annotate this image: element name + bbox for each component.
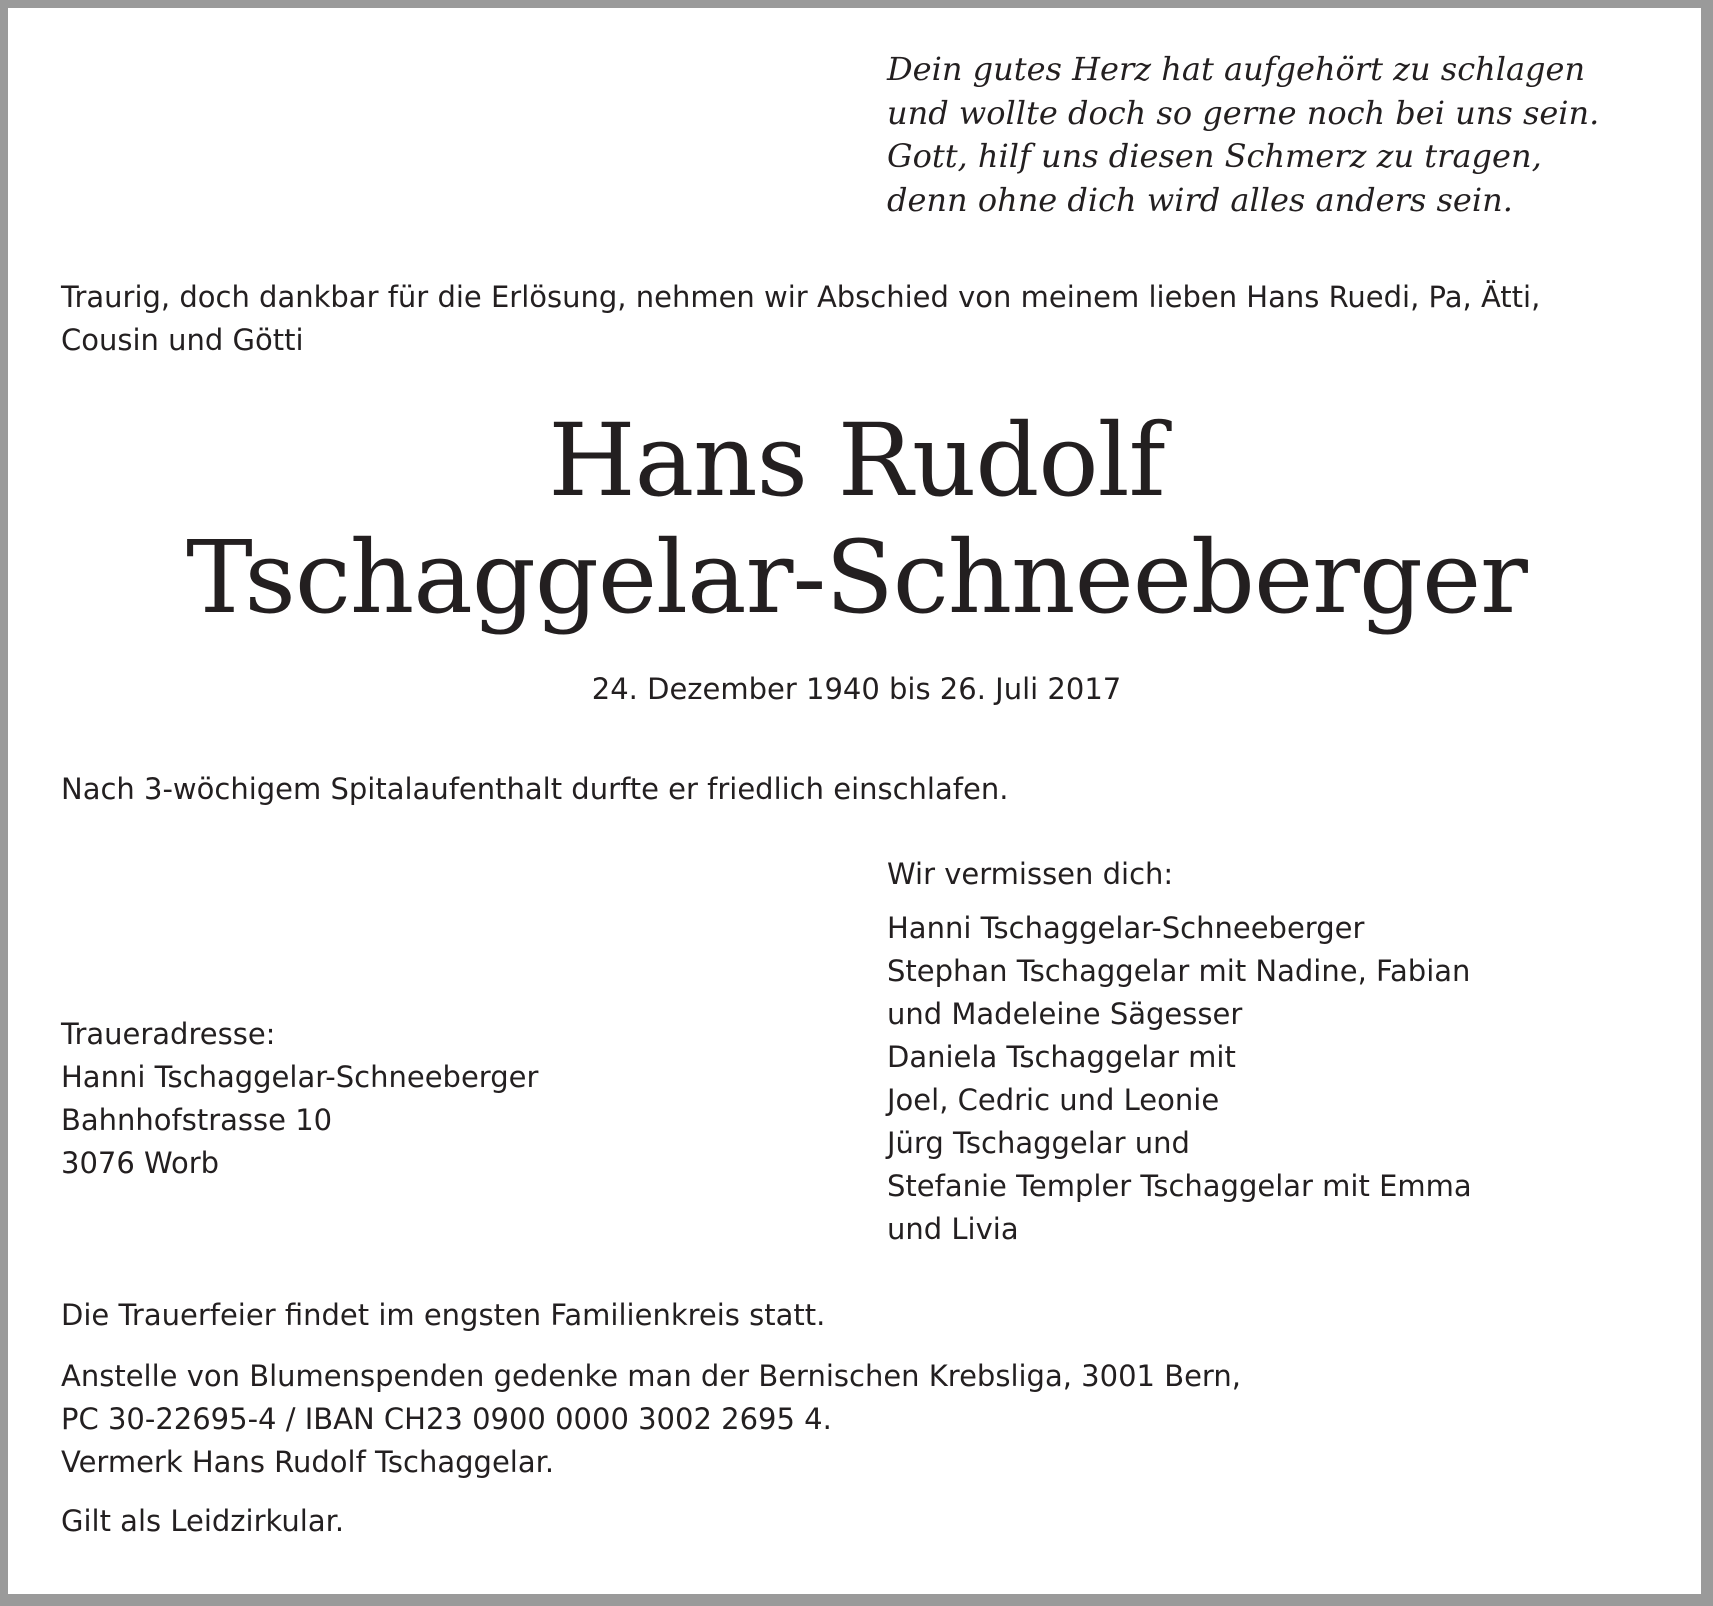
circular-note: Gilt als Leidzirkular. bbox=[61, 1504, 345, 1538]
address-city: 3076 Worb bbox=[61, 1146, 220, 1180]
deceased-first-names: Hans Rudolf bbox=[548, 402, 1165, 519]
passing-note: Nach 3-wöchigem Spitalaufenthalt durfte er friedlich einschlafen. bbox=[61, 772, 1009, 806]
intro-line: Traurig, doch dankbar für die Erlösung, nehmen wir Abschied von meinem lieben Hans Ruedi, Pa, Ätti, bbox=[61, 280, 1541, 314]
address-label: Traueradresse: bbox=[61, 1017, 276, 1051]
donation-note bbox=[61, 1355, 1241, 1484]
deceased-name bbox=[0, 402, 1713, 636]
ceremony-note: Die Trauerfeier findet im engsten Familienkreis statt. bbox=[61, 1298, 826, 1332]
poem-line: denn ohne dich wird alles anders sein. bbox=[887, 180, 1513, 219]
family-member: Jürg Tschaggelar und bbox=[887, 1126, 1190, 1160]
family-member: und Madeleine Sägesser bbox=[887, 997, 1243, 1031]
intro-paragraph bbox=[61, 276, 1621, 362]
donation-line: PC 30-22695-4 / IBAN CH23 0900 0000 3002 2695 4. bbox=[61, 1402, 832, 1436]
poem-line: und wollte doch so gerne noch bei uns sein. bbox=[887, 93, 1600, 132]
mourning-address bbox=[61, 1013, 538, 1185]
family-member: Hanni Tschaggelar-Schneeberger bbox=[887, 911, 1365, 945]
family-heading: Wir vermissen dich: bbox=[887, 857, 1174, 891]
memorial-poem bbox=[887, 48, 1607, 222]
deceased-surname: Tschaggelar-Schneeberger bbox=[186, 519, 1527, 636]
family-member: und Livia bbox=[887, 1212, 1019, 1246]
donation-line: Vermerk Hans Rudolf Tschaggelar. bbox=[61, 1445, 555, 1479]
family-member: Daniela Tschaggelar mit bbox=[887, 1040, 1236, 1074]
family-member: Stefanie Templer Tschaggelar mit Emma bbox=[887, 1169, 1472, 1203]
poem-line: Gott, hilf uns diesen Schmerz zu tragen, bbox=[887, 137, 1542, 175]
address-street: Bahnhofstrasse 10 bbox=[61, 1103, 333, 1137]
life-dates: 24. Dezember 1940 bis 26. Juli 2017 bbox=[591, 672, 1122, 706]
family-member: Joel, Cedric und Leonie bbox=[887, 1083, 1220, 1117]
address-name: Hanni Tschaggelar-Schneeberger bbox=[61, 1060, 539, 1094]
family-list bbox=[887, 907, 1647, 1251]
intro-line: Cousin und Götti bbox=[61, 323, 304, 357]
family-member: Stephan Tschaggelar mit Nadine, Fabian bbox=[887, 954, 1471, 988]
poem-line: Dein gutes Herz hat aufgehört zu schlagen bbox=[887, 50, 1586, 88]
donation-line: Anstelle von Blumenspenden gedenke man der Bernischen Krebsliga, 3001 Bern, bbox=[61, 1359, 1241, 1393]
